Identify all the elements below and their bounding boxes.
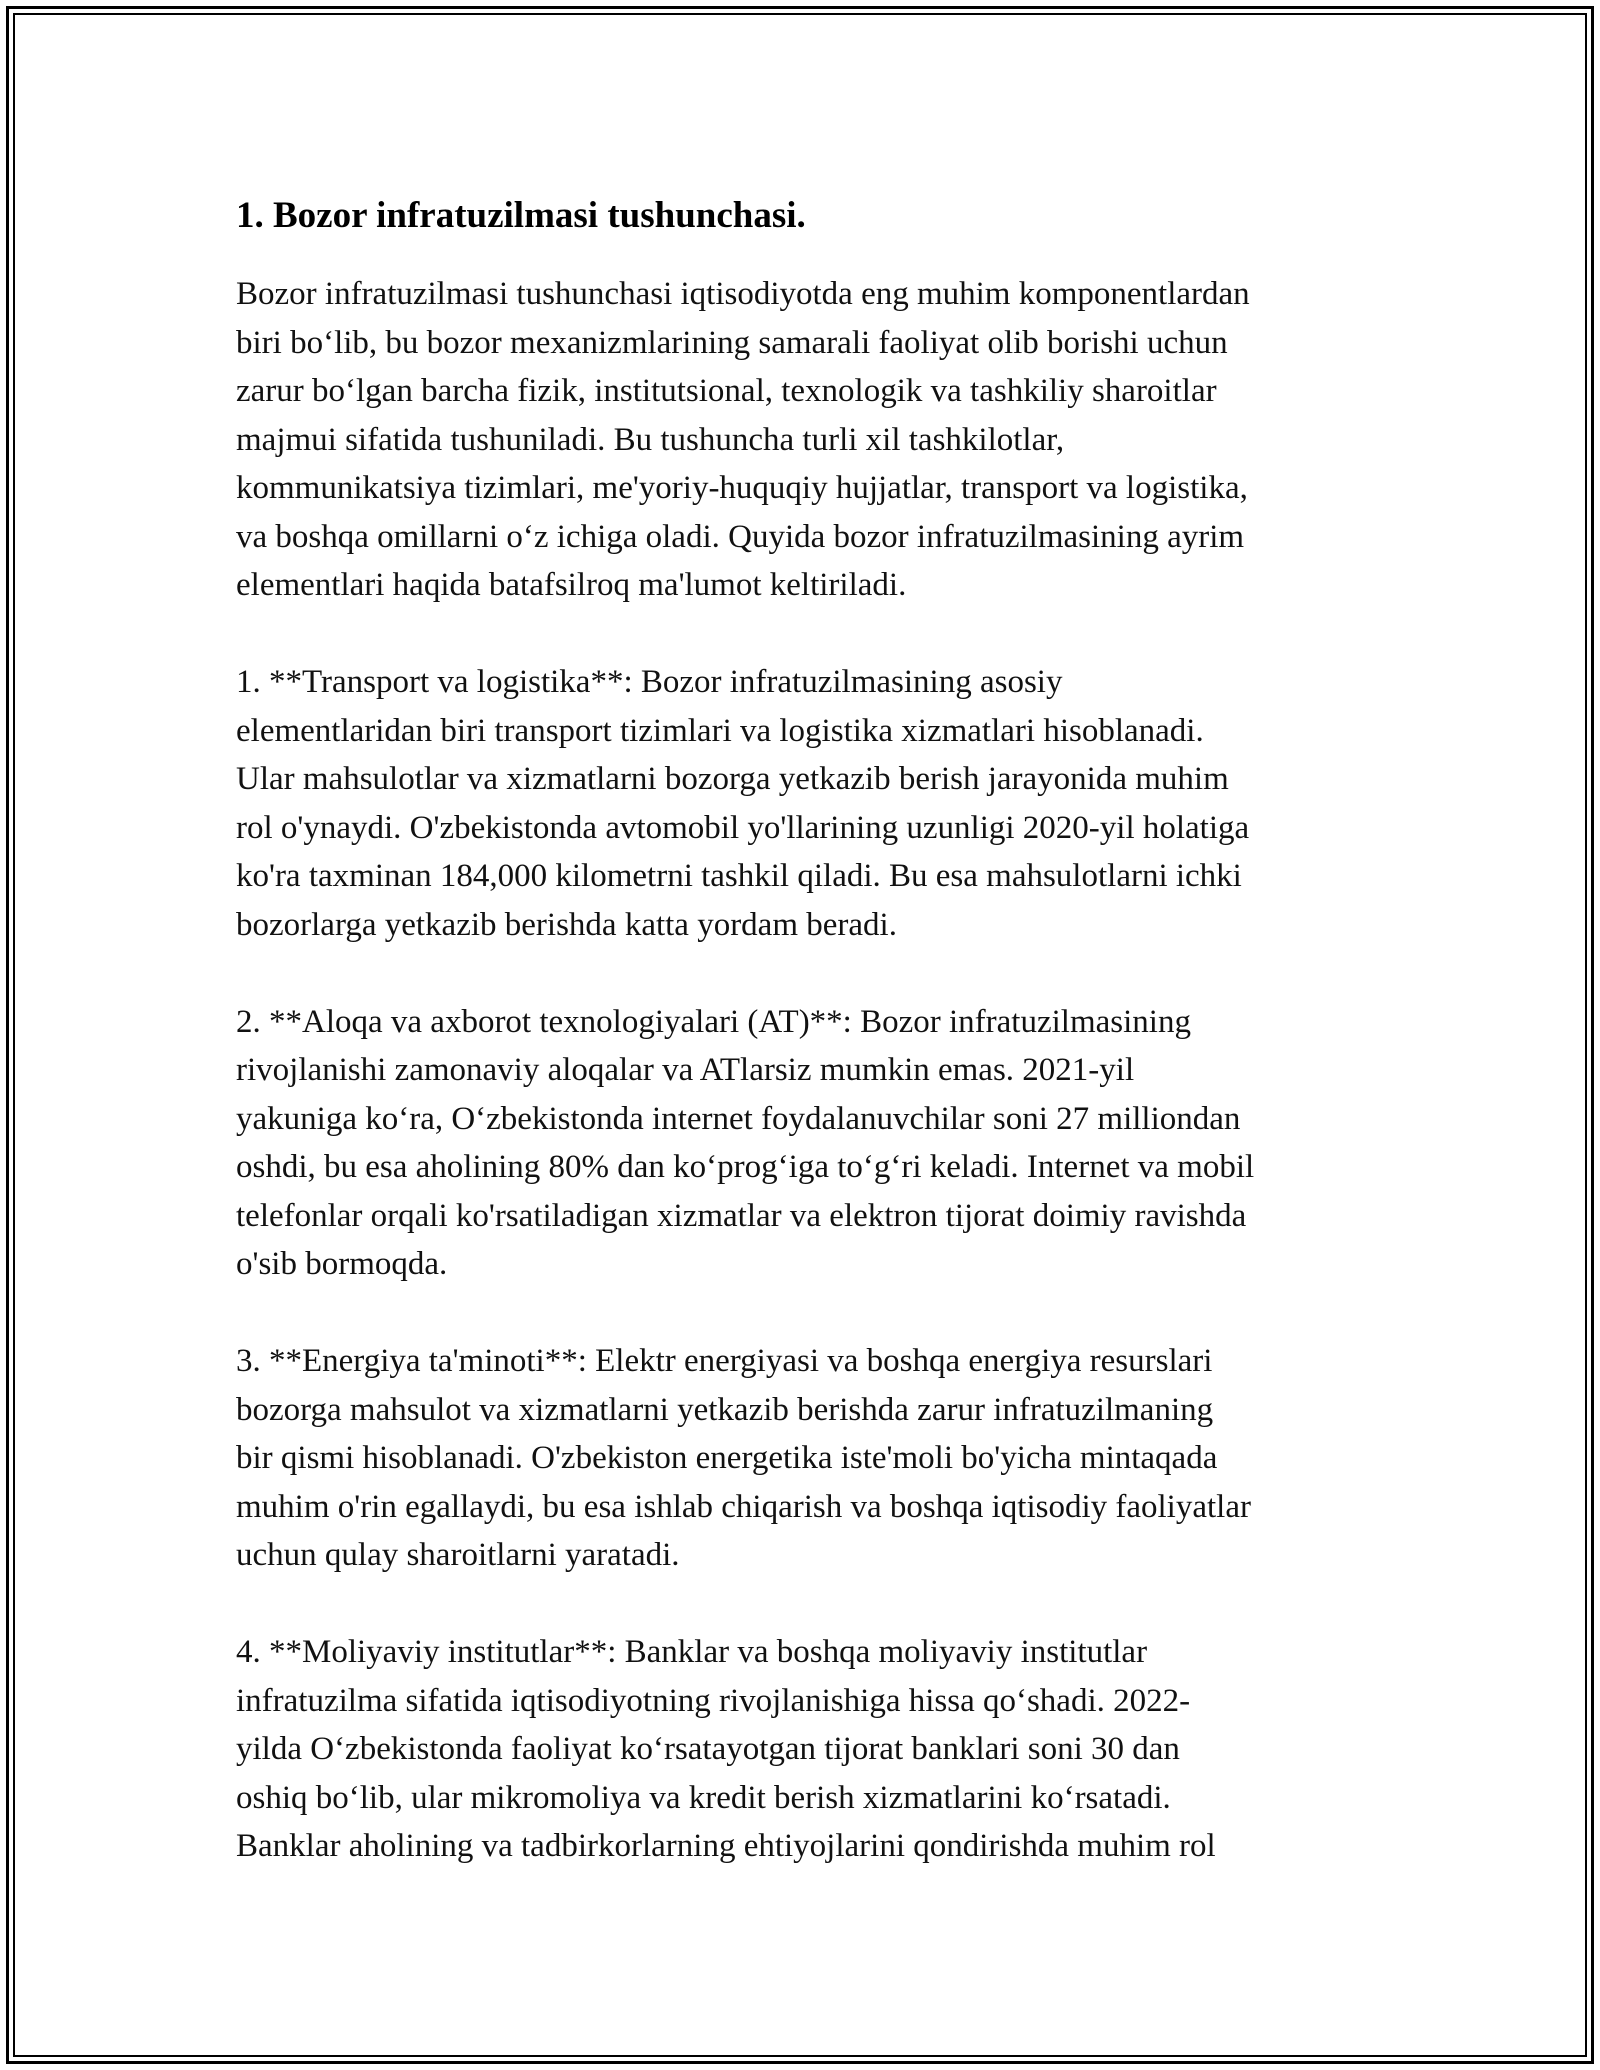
financial-institutions-paragraph: 4. **Moliyaviy institutlar**: Banklar va boshqa moliyaviy institutlar infratuzilma sifatida iqtisodiyotning rivojlanishiga hissa qo‘shadi. 2022- yilda O‘zbekistonda faoliyat ko‘rsatayotgan tijorat banklari soni 30 dan oshiq bo‘lib, ular mikromoliya va kredit berish xizmatlarini ko‘rsatadi. Banklar aholining va tadbirkorlarning ehtiyojlarini qondirishda muhim rol	[236, 1634, 1216, 1864]
intro-paragraph: Bozor infratuzilmasi tushunchasi iqtisodiyotda eng muhim komponentlardan biri bo‘lib, bu bozor mexanizmlarining samarali faoliyat olib borishi uchun zarur bo‘lgan barcha fizik, institutsional, texnologik va tashkiliy sharoitlar majmui sifatida tushuniladi. Bu tushuncha turli xil tashkilotlar, kommunikatsiya tizimlari, me'yoriy-huquqiy hujjatlar, transport va logistika, va boshqa omillarni o‘z ichiga oladi. Quyida bozor infratuzilmasining ayrim elementlari haqida batafsilroq ma'lumot keltiriladi.	[236, 276, 1250, 603]
document-body	[236, 188, 1386, 1871]
communications-it-paragraph: 2. **Aloqa va axborot texnologiyalari (AT)**: Bozor infratuzilmasining rivojlanishi zamonaviy aloqalar va ATlarsiz mumkin emas. 2021-yil yakuniga ko‘ra, O‘zbekistonda internet foydalanuvchilar soni 27 milliondan oshdi, bu esa aholining 80% dan ko‘prog‘iga to‘g‘ri keladi. Internet va mobil telefonlar orqali ko'rsatiladigan xizmatlar va elektron tijorat doimiy ravishda o'sib bormoqda.	[236, 1003, 1255, 1282]
energy-supply-paragraph: 3. **Energiya ta'minoti**: Elektr energiyasi va boshqa energiya resurslari bozorga mahsulot va xizmatlarni yetkazib berishda zarur infratuzilmaning bir qismi hisoblanadi. O'zbekiston energetika iste'moli bo'yicha mintaqada muhim o'rin egallaydi, bu esa ishlab chiqarish va boshqa iqtisodiy faoliyatlar uchun qulay sharoitlarni yaratadi.	[236, 1343, 1251, 1573]
transport-logistics-paragraph: 1. **Transport va logistika**: Bozor infratuzilmasining asosiy elementlaridan biri transport tizimlari va logistika xizmatlari hisoblanadi. Ular mahsulotlar va xizmatlarni bozorga yetkazib berish jarayonida muhim rol o'ynaydi. O'zbekistonda avtomobil yo'llarining uzunligi 2020-yil holatiga ko'ra taxminan 184,000 kilometrni tashkil qiladi. Bu esa mahsulotlarni ichki bozorlarga yetkazib berishda katta yordam beradi.	[236, 664, 1250, 943]
section-heading: 1. Bozor infratuzilmasi tushunchasi.	[236, 195, 806, 236]
